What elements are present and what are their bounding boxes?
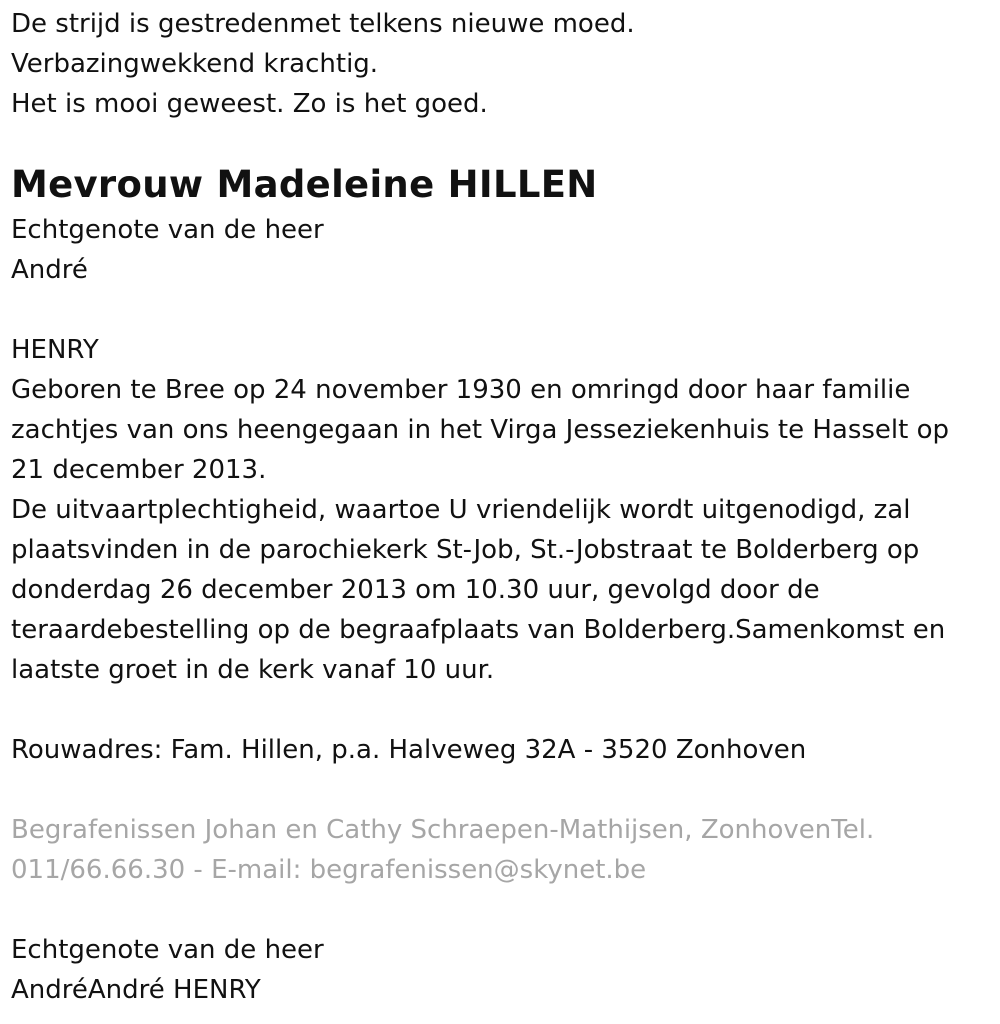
undertaker-line: 011/66.66.30 - E-mail: begrafenissen@skynet.be <box>11 855 647 885</box>
body-line: donderdag 26 december 2013 om 10.30 uur, gevolgd door de <box>11 575 820 605</box>
mourning-address: Rouwadres: Fam. Hillen, p.a. Halveweg 32A - 3520 Zonhoven <box>11 735 807 765</box>
body-line: plaatsvinden in de parochiekerk St-Job, St.-Jobstraat te Bolderberg op <box>11 535 920 565</box>
poem-line: Het is mooi geweest. Zo is het goed. <box>11 89 488 119</box>
deceased-name: Mevrouw Madeleine HILLEN <box>11 163 598 206</box>
body-line: Geboren te Bree op 24 november 1930 en omringd door haar familie <box>11 375 911 405</box>
footer-full-name: AndréAndré HENRY <box>11 975 261 1005</box>
body-line: teraardebestelling op de begraafplaats van Bolderberg.Samenkomst en <box>11 615 946 645</box>
spouse-surname: HENRY <box>11 335 99 365</box>
body-line: De uitvaartplechtigheid, waartoe U vriendelijk wordt uitgenodigd, zal <box>11 495 911 525</box>
body-line: zachtjes van ons heengegaan in het Virga Jesseziekenhuis te Hasselt op <box>11 415 950 445</box>
spouse-first-name: André <box>11 255 88 285</box>
footer-label: Echtgenote van de heer <box>11 935 324 965</box>
spacer <box>11 890 1000 930</box>
poem-line: De strijd is gestredenmet telkens nieuwe moed. <box>11 9 635 39</box>
spacer <box>11 770 1000 810</box>
body-line: 21 december 2013. <box>11 455 267 485</box>
spacer <box>11 690 1000 730</box>
spouse-label: Echtgenote van de heer <box>11 215 324 245</box>
spouse-block <box>11 210 1000 370</box>
spacer <box>11 290 1000 330</box>
body-line: laatste groet in de kerk vanaf 10 uur. <box>11 655 495 685</box>
undertaker-info <box>11 810 1000 890</box>
poem-line: Verbazingwekkend krachtig. <box>11 49 379 79</box>
footer-block <box>11 930 1000 1010</box>
undertaker-line: Begrafenissen Johan en Cathy Schraepen-Mathijsen, ZonhovenTel. <box>11 815 875 845</box>
announcement-body <box>11 370 1000 690</box>
poem <box>11 4 1000 124</box>
